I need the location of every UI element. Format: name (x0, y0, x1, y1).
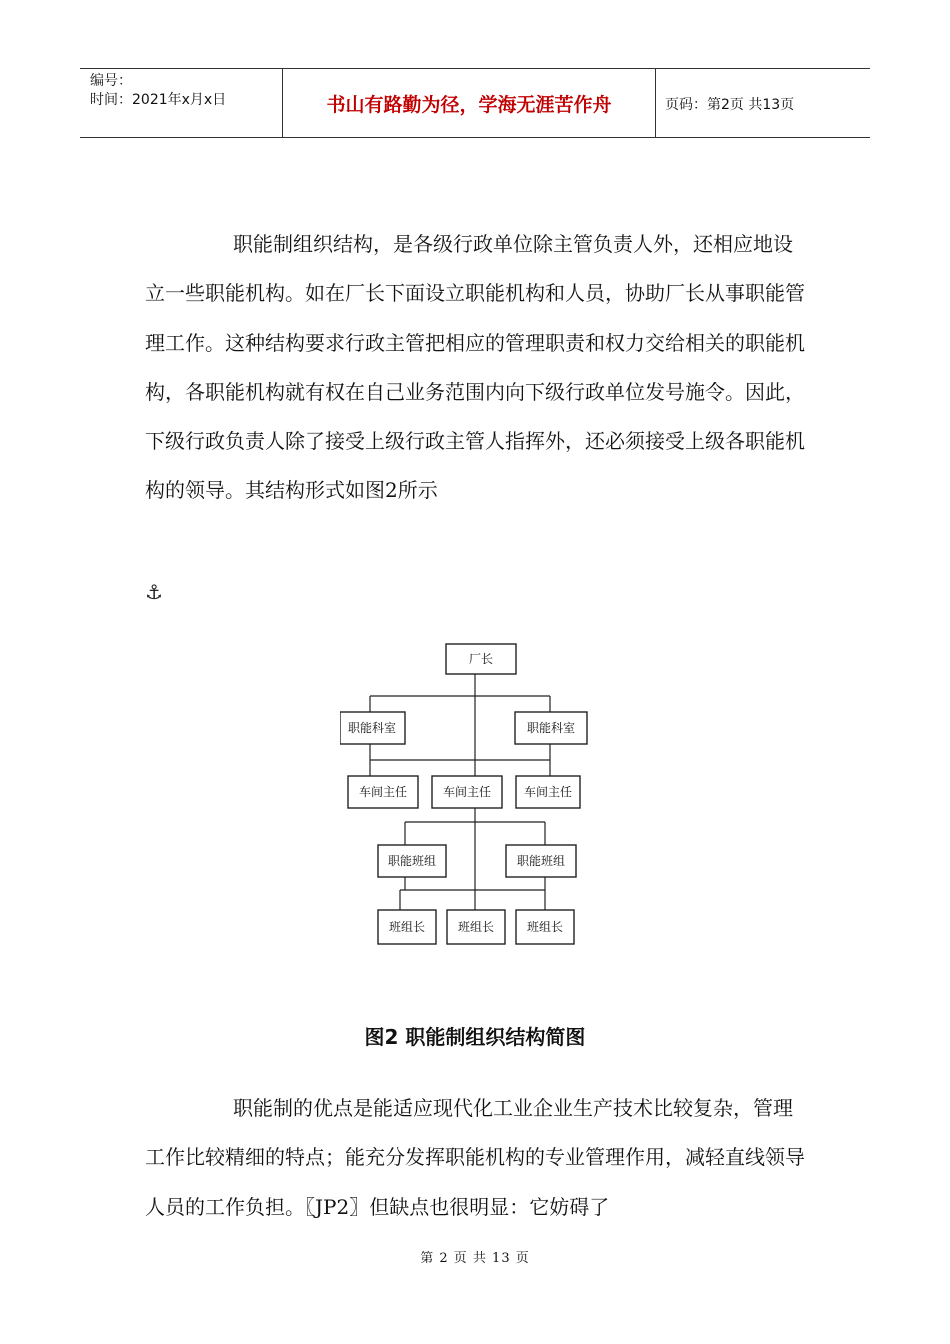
header-motto: 书山有路勤为径，学海无涯苦作舟 (326, 94, 612, 116)
document-date: 时间：2021年x月x日 (90, 92, 227, 108)
anchor-icon: ⚓︎ (145, 580, 163, 604)
body-paragraph-2 (145, 1084, 805, 1232)
document-code: 编号： (90, 73, 132, 89)
org-label-functional-office: 职能科室 (347, 721, 397, 735)
org-label-workshop-head: 车间主任 (358, 785, 408, 799)
org-label-functional-office: 职能科室 (526, 721, 576, 735)
body-paragraph-1 (145, 220, 805, 516)
footer-page-number: 第 2 页 共 13 页 (420, 1251, 530, 1266)
org-label-workshop-head: 车间主任 (523, 785, 573, 799)
paragraph-2-text: 职能制的优点是能适应现代化工业企业生产技术比较复杂，管理工作比较精细的特点；能充分发挥职能机构的专业管理作用，减轻直线领导人员的工作负担。〖JP2〗但缺点也很明显：它妨碍了 (145, 1096, 805, 1219)
paragraph-1-text: 职能制组织结构，是各级行政单位除主管负责人外，还相应地设立一些职能机构。如在厂长下面设立职能机构和人员，协助厂长从事职能管理工作。这种结构要求行政主管把相应的管理职责和权力交给相关的职能机构，各职能机构就有权在自己业务范围内向下级行政单位发号施令。因此，下级行政负责人除了接受上级行政主管人指挥外，还必须接受上级各职能机构的领导。其结构形式如图2所示 (145, 232, 805, 503)
header-page-number: 页码：第2页 共13页 (665, 97, 795, 113)
header-page-cell (655, 69, 870, 137)
org-label-team-leader: 班组长 (526, 920, 564, 934)
header-table (80, 68, 870, 138)
org-label-factory-director: 厂长 (468, 652, 494, 666)
org-label-functional-team: 职能班组 (387, 854, 437, 868)
org-label-functional-team: 职能班组 (516, 854, 566, 868)
header-motto-cell (282, 69, 656, 137)
figure-caption: 图2 职能制组织结构简图 (364, 1025, 586, 1049)
org-label-workshop-head: 车间主任 (442, 785, 492, 799)
header-info-cell (80, 69, 282, 137)
org-label-team-leader: 班组长 (457, 920, 495, 934)
org-chart (340, 632, 590, 954)
org-label-team-leader: 班组长 (388, 920, 426, 934)
